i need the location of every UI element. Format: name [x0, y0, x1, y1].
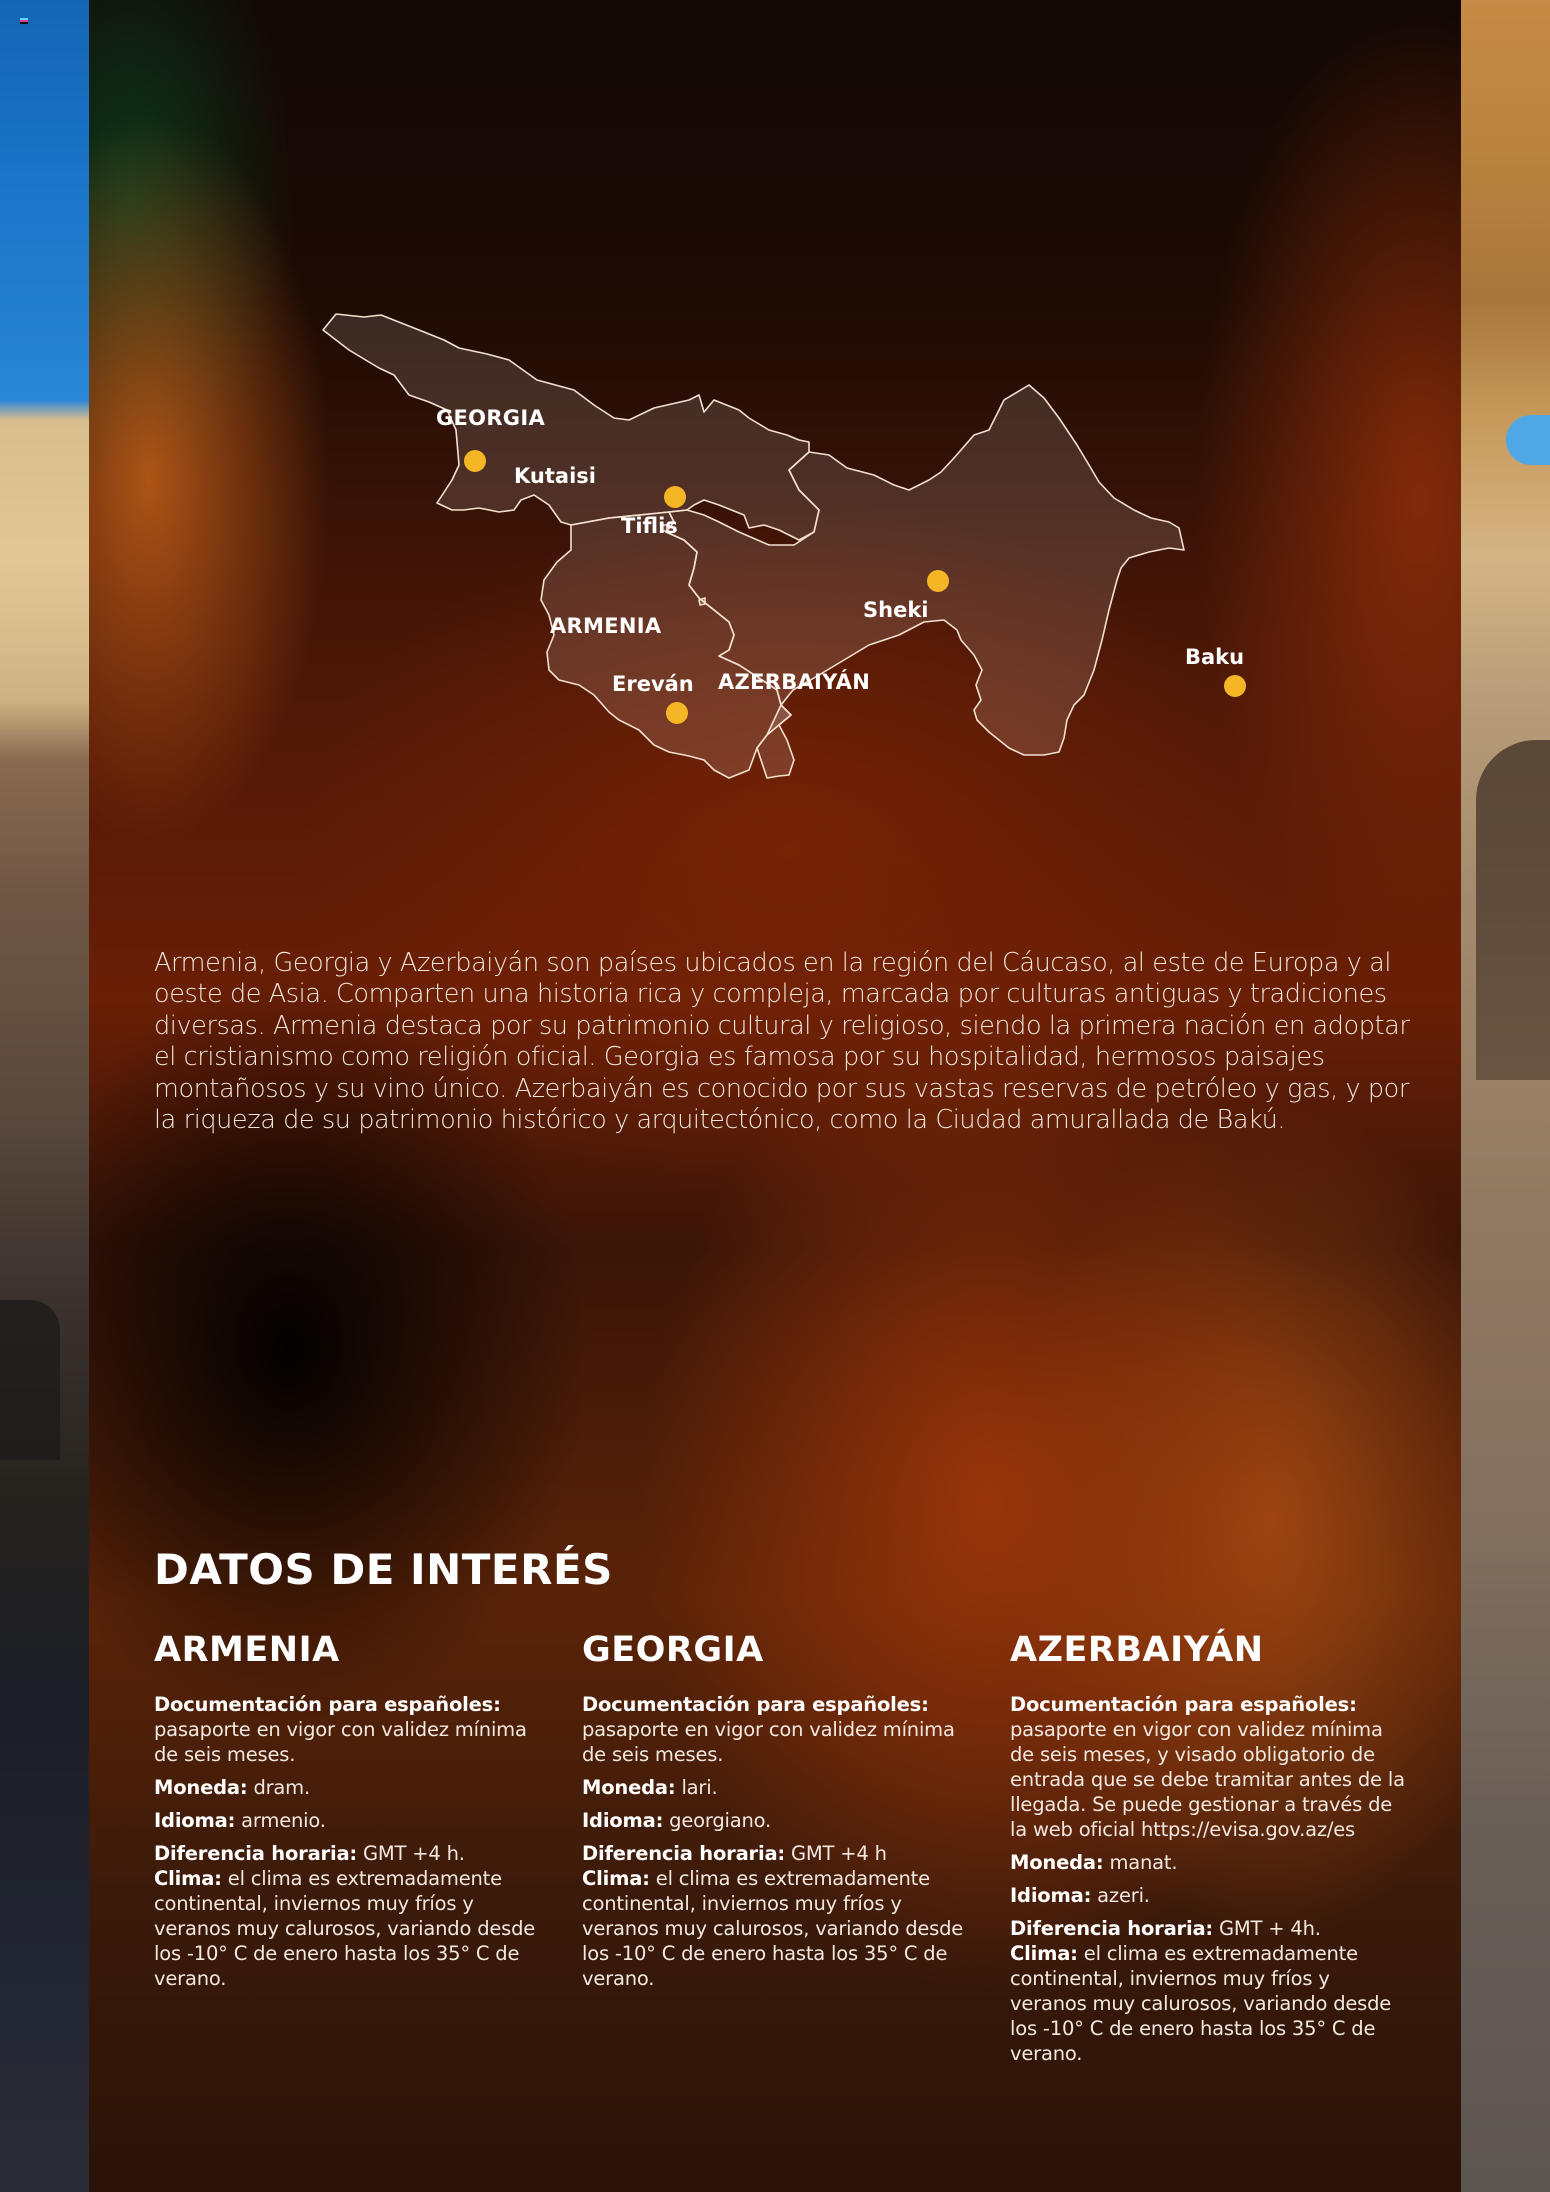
archway [1476, 740, 1550, 1080]
arch-shadow [0, 1300, 60, 1460]
caucasus-map [309, 300, 1349, 890]
fact-language: Idioma: armenio. [154, 1809, 326, 1832]
section-title: DATOS DE INTERÉS [154, 1545, 613, 1594]
facts-column-armenia [154, 1630, 554, 1999]
fact-timezone: Diferencia horaria: GMT +4 h [582, 1842, 887, 1865]
city-label-kutaisi: Kutaisi [514, 464, 596, 488]
fact-climate: Clima: el clima es extremadamente continental, inviernos muy fríos y veranos muy calurosos, variando desde los -10° C de enero hasta los 35° C de verano. [1010, 1942, 1392, 2065]
facts-column-azerbaijan [1010, 1630, 1410, 2074]
fact-language: Idioma: georgiano. [582, 1809, 772, 1832]
map-label-armenia: ARMENIA [550, 614, 662, 638]
fact-timezone: Diferencia horaria: GMT +4 h. [154, 1842, 465, 1865]
fact-currency: Moneda: lari. [582, 1776, 718, 1799]
map-outline-icon [309, 300, 1349, 890]
country-heading: GEORGIA [582, 1630, 764, 1670]
map-label-georgia: GEORGIA [436, 406, 546, 430]
map-label-azerbaijan: AZERBAIYÁN [718, 670, 871, 694]
country-heading: AZERBAIYÁN [1010, 1630, 1264, 1670]
fact-documentation: Documentación para españoles: pasaporte en vigor con validez mínima de seis meses. [154, 1693, 527, 1766]
city-label-tiflis: Tiflis [621, 514, 678, 538]
city-label-sheki: Sheki [863, 598, 929, 622]
fact-currency: Moneda: dram. [154, 1776, 310, 1799]
sky-patch [1506, 415, 1550, 465]
fact-climate: Clima: el clima es extremadamente continental, inviernos muy fríos y veranos muy calurosos, variando desde los -10° C de enero hasta los 35° C de verano. [582, 1867, 964, 1990]
city-marker-baku [1224, 675, 1246, 697]
fact-timezone: Diferencia horaria: GMT + 4h. [1010, 1917, 1321, 1940]
brochure-panel [89, 0, 1461, 2192]
fact-language: Idioma: azeri. [1010, 1884, 1150, 1907]
intro-paragraph: Armenia, Georgia y Azerbaiyán son países ubicados en la región del Cáucaso, al este de Europa y al oeste de Asia. Comparten una historia rica y compleja, marcada por culturas antiguas y tradiciones diversas. Armenia destaca por su patrimonio cultural y religioso, siendo la primera nación en adoptar el cristianismo como religión oficial. Georgia es famosa por su hospitalidad, hermosos paisajes montañosos y su vino único. Azerbaiyán es conocido por sus vastas reservas de petróleo y gas, y por la riqueza de su patrimonio histórico y arquitectónico, como la Ciudad amurallada de Bakú. [154, 947, 1410, 1135]
flag-icon [20, 18, 28, 26]
city-marker-kutaisi [464, 450, 486, 472]
city-label-erevan: Ereván [612, 672, 694, 696]
city-marker-erevan [666, 702, 688, 724]
fact-documentation: Documentación para españoles: pasaporte en vigor con validez mínima de seis meses. [582, 1693, 955, 1766]
facts-column-georgia [582, 1630, 982, 1999]
country-heading: ARMENIA [154, 1630, 340, 1670]
background-photo-left [0, 0, 89, 2192]
fact-climate: Clima: el clima es extremadamente continental, inviernos muy fríos y veranos muy calurosos, variando desde los -10° C de enero hasta los 35° C de verano. [154, 1867, 536, 1990]
background-photo-right [1461, 0, 1550, 2192]
city-marker-tiflis [664, 486, 686, 508]
fact-documentation: Documentación para españoles: pasaporte en vigor con validez mínima de seis meses, y visado obligatorio de entrada que se debe tramitar antes de la llegada. Se puede gestionar a través de la web oficial https://evisa.gov.az/es [1010, 1693, 1405, 1841]
fact-currency: Moneda: manat. [1010, 1851, 1178, 1874]
city-marker-sheki [927, 570, 949, 592]
city-label-baku: Baku [1185, 645, 1245, 669]
